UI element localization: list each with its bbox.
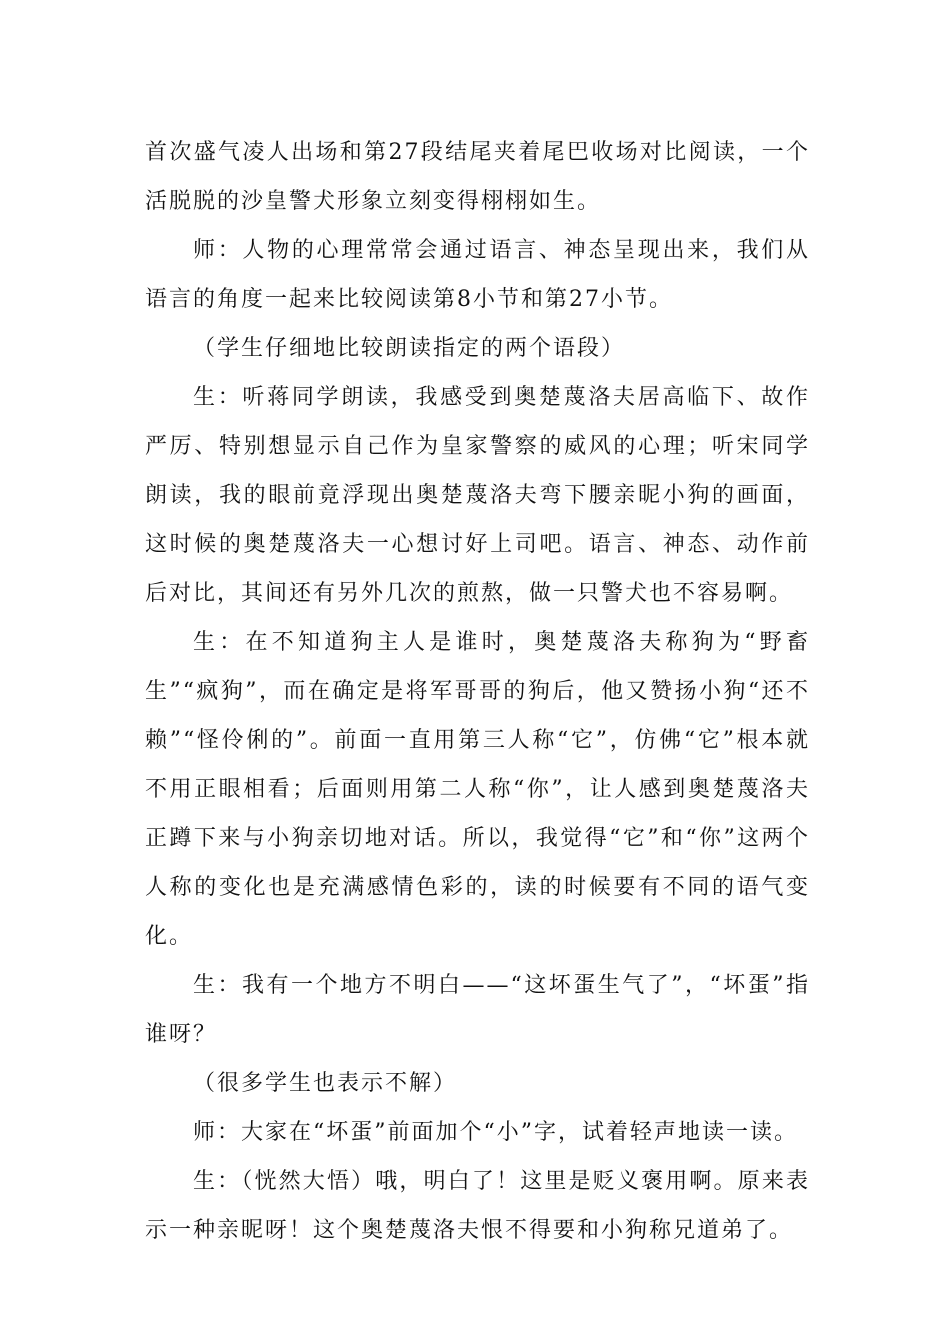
- paragraph-student-response: 生：在不知道狗主人是谁时，奥楚蔑洛夫称狗为“野畜生”“疯狗”，而在确定是将军哥哥的狗后，他又赞扬小狗“还不赖”“怪伶俐的”。前面一直用第三人称“它”，仿佛“它”根本就不用正眼相看；后面则用第二人称“你”，让人感到奥楚蔑洛夫正蹲下来与小狗亲切地对话。所以，我觉得“它”和“你”这两个人称的变化也是充满感情色彩的，读的时候要有不同的语气变化。: [145, 630, 810, 949]
- paragraph-continuation: 首次盛气凌人出场和第27段结尾夹着尾巴收场对比阅读，一个活脱脱的沙皇警犬形象立刻变得栩栩如生。: [145, 140, 810, 214]
- paragraph-student-response: 生：（恍然大悟）哦，明白了！这里是贬义褒用啊。原来表示一种亲昵呀！这个奥楚蔑洛夫恨不得要和小狗称兄道弟了。: [145, 1169, 810, 1243]
- paragraph-teacher-prompt: 师：人物的心理常常会通过语言、神态呈现出来，我们从语言的角度一起来比较阅读第8小节和第27小节。: [145, 238, 810, 312]
- paragraph-stage-note: （很多学生也表示不解）: [193, 1071, 458, 1096]
- paragraph-student-response: 生：听蒋同学朗读，我感受到奥楚蔑洛夫居高临下、故作严厉、特别想显示自己作为皇家警察的威风的心理；听宋同学朗读，我的眼前竟浮现出奥楚蔑洛夫弯下腰亲昵小狗的画面，这时候的奥楚蔑洛夫一心想讨好上司吧。语言、神态、动作前后对比，其间还有另外几次的煎熬，做一只警犬也不容易啊。: [145, 385, 810, 606]
- paragraph-student-question: 生：我有一个地方不明白——“这坏蛋生气了”，“坏蛋”指谁呀？: [145, 973, 810, 1047]
- paragraph-stage-note: （学生仔细地比较朗读指定的两个语段）: [193, 336, 626, 361]
- paragraph-teacher-prompt: 师：大家在“坏蛋”前面加个“小”字，试着轻声地读一读。: [193, 1120, 798, 1145]
- body-text: [145, 128, 810, 1255]
